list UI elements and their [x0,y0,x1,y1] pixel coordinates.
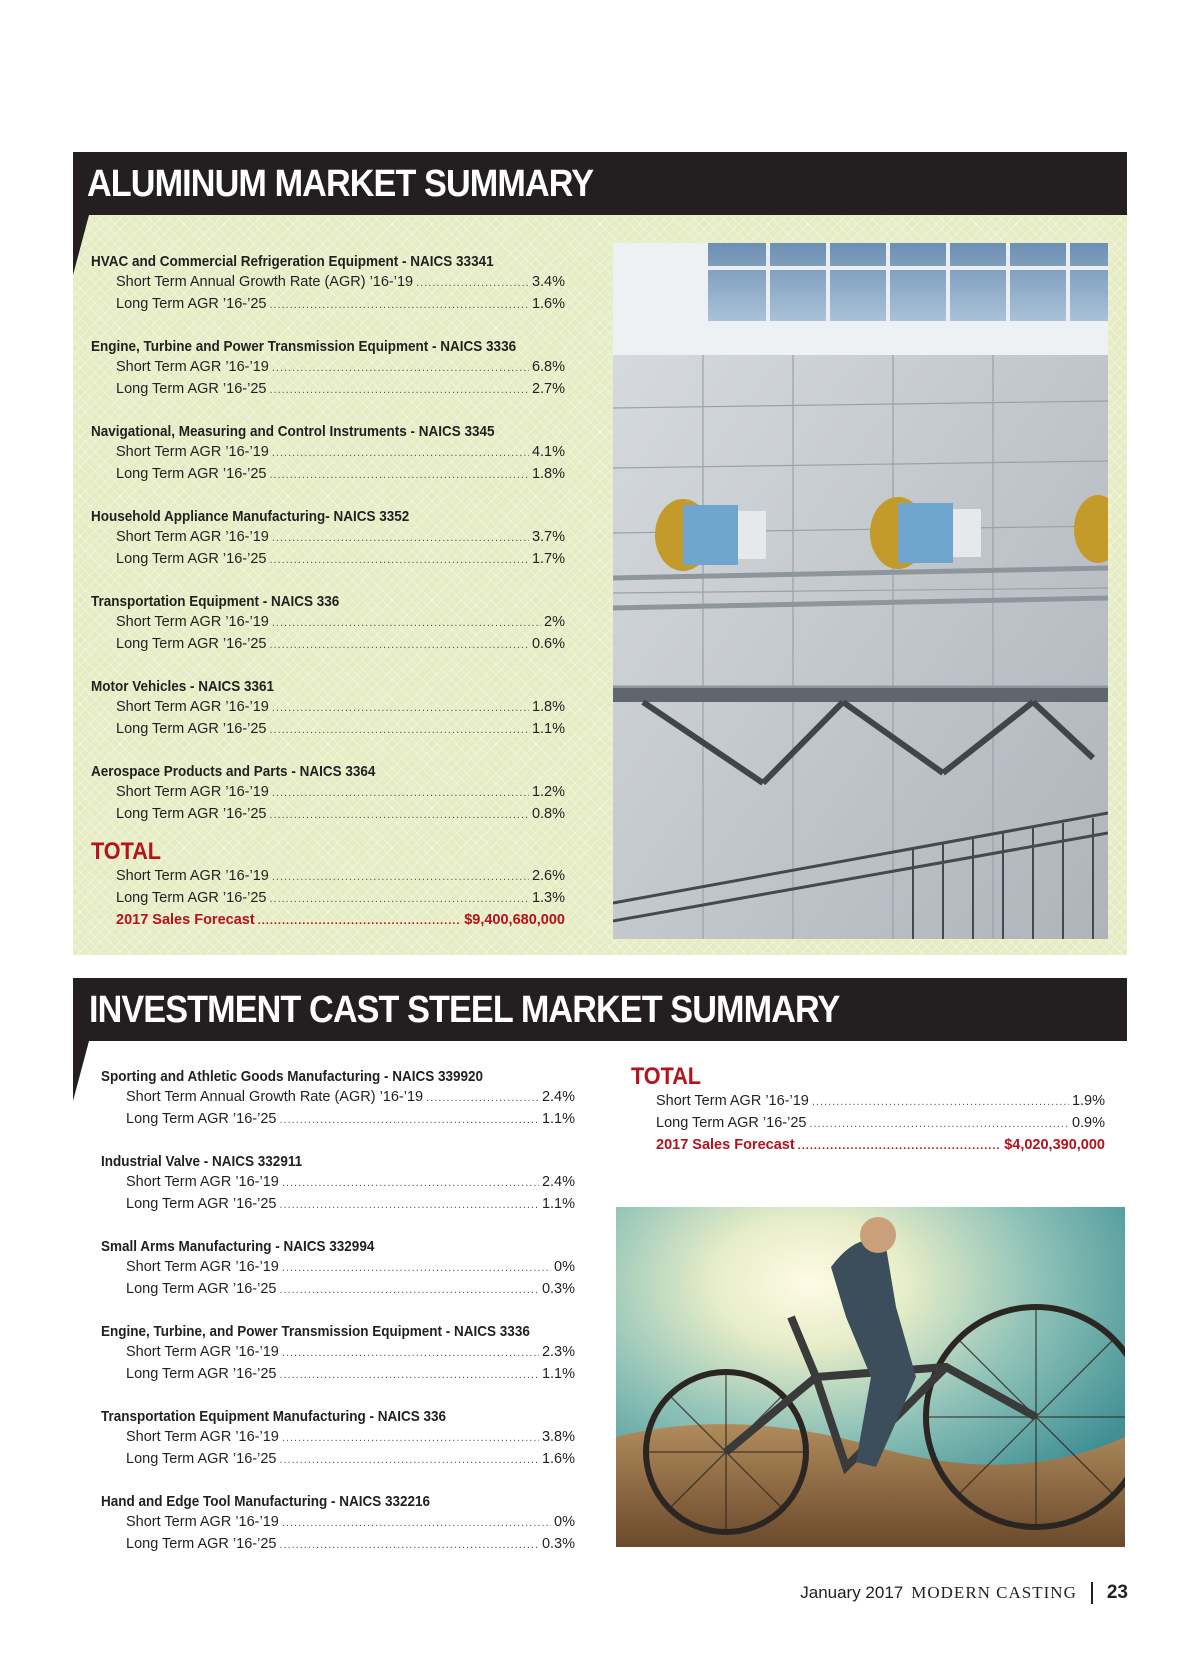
row-label: 2017 Sales Forecast [116,912,255,928]
category-title: Transportation Equipment - NAICS 336 [91,593,340,610]
growth-rate-row [116,612,565,634]
market-category [101,1067,575,1131]
dot-leader [279,1280,538,1301]
row-value: 6.8% [531,359,565,375]
dot-leader [269,635,528,656]
row-label: Short Term Annual Growth Rate (AGR) ’16-’19 [116,274,414,290]
aluminum-section-title: ALUMINUM MARKET SUMMARY [87,163,594,205]
dot-leader [426,1088,539,1109]
growth-rate-row [126,1172,575,1194]
growth-rate-row [116,442,565,464]
dot-leader [269,550,528,571]
row-label: Long Term AGR ’16-’25 [126,1196,277,1212]
row-label: Short Term AGR ’16-’19 [656,1093,809,1109]
growth-rate-row [126,1109,575,1131]
total-heading: TOTAL [91,838,161,865]
growth-rate-row [126,1534,575,1556]
growth-rate-row [126,1342,575,1364]
dot-leader [269,889,528,910]
row-value: 1.8% [531,466,565,482]
row-value: 1.3% [531,890,565,906]
growth-rate-row [656,1113,1105,1135]
row-label: Short Term AGR ’16-’19 [116,359,269,375]
row-value: 1.6% [541,1451,575,1467]
row-value: 1.8% [531,699,565,715]
row-label: Long Term AGR ’16-’25 [656,1115,807,1131]
dot-leader [272,528,529,549]
growth-rate-row [126,1449,575,1471]
row-value: 2.7% [531,381,565,397]
market-category [101,1322,575,1386]
growth-rate-row [116,634,565,656]
row-label: Long Term AGR ’16-’25 [116,636,267,652]
growth-rate-row [116,272,565,294]
growth-rate-row [126,1364,575,1386]
row-value: 2.3% [541,1344,575,1360]
row-value: 2.4% [541,1089,575,1105]
category-title: Transportation Equipment Manufacturing - NAICS 336 [101,1408,447,1425]
aluminum-header-notch [73,215,89,275]
growth-rate-row [116,804,565,826]
row-label: Short Term AGR ’16-’19 [126,1429,279,1445]
dot-leader [272,783,529,804]
row-label: Short Term Annual Growth Rate (AGR) ’16-’19 [126,1089,424,1105]
row-label: Short Term AGR ’16-’19 [116,529,269,545]
row-value: 2.4% [541,1174,575,1190]
growth-rate-row [126,1279,575,1301]
growth-rate-row [126,1512,575,1534]
dot-leader [416,273,529,294]
magazine-name: MODERN CASTING [911,1583,1077,1602]
dot-leader [272,443,529,464]
dot-leader [269,295,528,316]
growth-rate-row [116,782,565,804]
steel-header-notch [73,1041,89,1101]
growth-rate-row [116,697,565,719]
row-label: Short Term AGR ’16-’19 [126,1514,279,1530]
market-category [91,762,565,826]
dot-leader [272,613,541,634]
total-summary [631,1063,1105,1157]
dot-leader [812,1092,1069,1113]
dot-leader [272,698,529,719]
row-label: Long Term AGR ’16-’25 [116,721,267,737]
dot-leader [269,720,528,741]
row-value: 1.1% [531,721,565,737]
growth-rate-row [116,294,565,316]
row-value: $4,020,390,000 [1004,1137,1105,1153]
row-value: 0.9% [1071,1115,1105,1131]
category-title: Industrial Valve - NAICS 332911 [101,1153,303,1170]
category-title: Engine, Turbine and Power Transmission Equipment - NAICS 3336 [91,338,517,355]
row-value: 1.6% [531,296,565,312]
row-label: Short Term AGR ’16-’19 [116,699,269,715]
market-category [101,1492,575,1556]
row-label: Short Term AGR ’16-’19 [126,1259,279,1275]
row-label: Long Term AGR ’16-’25 [116,296,267,312]
dot-leader [282,1513,551,1534]
category-title: Engine, Turbine, and Power Transmission Equipment - NAICS 3336 [101,1323,530,1340]
row-value: $9,400,680,000 [464,912,565,928]
category-title: Hand and Edge Tool Manufacturing - NAICS 332216 [101,1493,431,1510]
dot-leader [282,1343,539,1364]
dot-leader [279,1365,538,1386]
row-label: Long Term AGR ’16-’25 [116,551,267,567]
total-summary [91,838,565,932]
dot-leader [258,911,462,932]
row-label: 2017 Sales Forecast [656,1137,795,1153]
market-category [91,422,565,486]
growth-rate-row [116,866,565,888]
building-ventilation-fans-photo [613,243,1108,939]
category-title: Sporting and Athletic Goods Manufacturing - NAICS 339920 [101,1068,484,1085]
sales-forecast-row [116,910,565,932]
total-heading: TOTAL [631,1063,701,1090]
cyclist-mountain-bike-photo [616,1207,1125,1547]
row-label: Long Term AGR ’16-’25 [116,466,267,482]
row-label: Long Term AGR ’16-’25 [116,806,267,822]
dot-leader [279,1195,538,1216]
market-category [91,677,565,741]
row-value: 1.1% [541,1196,575,1212]
row-value: 0.3% [541,1281,575,1297]
dot-leader [279,1450,538,1471]
growth-rate-row [126,1257,575,1279]
growth-rate-row [116,527,565,549]
growth-rate-row [126,1194,575,1216]
issue-date: January 2017 [800,1583,904,1602]
footer-divider [1091,1582,1093,1604]
row-label: Short Term AGR ’16-’19 [126,1344,279,1360]
growth-rate-row [126,1427,575,1449]
growth-rate-row [116,379,565,401]
row-value: 3.4% [531,274,565,290]
market-category [101,1407,575,1471]
row-label: Long Term AGR ’16-’25 [116,381,267,397]
market-category [91,507,565,571]
row-value: 1.1% [541,1111,575,1127]
row-value: 2.6% [531,868,565,884]
growth-rate-row [116,719,565,741]
market-category [101,1237,575,1301]
dot-leader [282,1173,539,1194]
dot-leader [809,1114,1068,1135]
market-category [91,337,565,401]
row-value: 3.8% [541,1429,575,1445]
row-value: 1.9% [1071,1093,1105,1109]
category-title: Aerospace Products and Parts - NAICS 3364 [91,763,376,780]
dot-leader [282,1428,539,1449]
growth-rate-row [116,357,565,379]
row-value: 0.6% [531,636,565,652]
row-label: Long Term AGR ’16-’25 [126,1451,277,1467]
row-label: Short Term AGR ’16-’19 [116,444,269,460]
category-title: Household Appliance Manufacturing- NAICS 3352 [91,508,410,525]
row-value: 0% [554,1514,575,1530]
dot-leader [272,358,529,379]
dot-leader [798,1136,1002,1157]
row-label: Short Term AGR ’16-’19 [126,1174,279,1190]
row-label: Long Term AGR ’16-’25 [126,1281,277,1297]
aluminum-section-header [73,152,1127,215]
sales-forecast-row [656,1135,1105,1157]
growth-rate-row [116,464,565,486]
category-title: Navigational, Measuring and Control Instruments - NAICS 3345 [91,423,495,440]
row-value: 0.8% [531,806,565,822]
steel-section-title: INVESTMENT CAST STEEL MARKET SUMMARY [89,989,840,1031]
dot-leader [279,1535,538,1556]
row-value: 1.2% [531,784,565,800]
row-label: Long Term AGR ’16-’25 [116,890,267,906]
market-category [91,252,565,316]
dot-leader [269,380,528,401]
page-footer [800,1582,1128,1604]
category-title: Small Arms Manufacturing - NAICS 332994 [101,1238,375,1255]
row-label: Long Term AGR ’16-’25 [126,1536,277,1552]
row-label: Short Term AGR ’16-’19 [116,868,269,884]
row-value: 3.7% [531,529,565,545]
row-value: 1.7% [531,551,565,567]
growth-rate-row [126,1087,575,1109]
row-value: 0% [554,1259,575,1275]
dot-leader [282,1258,551,1279]
growth-rate-row [116,549,565,571]
page-number: 23 [1106,1582,1128,1603]
row-value: 1.1% [541,1366,575,1382]
dot-leader [279,1110,538,1131]
row-label: Short Term AGR ’16-’19 [116,614,269,630]
steel-section-header [73,978,1127,1041]
market-category [91,592,565,656]
row-value: 2% [544,614,565,630]
dot-leader [269,805,528,826]
row-label: Long Term AGR ’16-’25 [126,1366,277,1382]
dot-leader [272,867,529,888]
dot-leader [269,465,528,486]
growth-rate-row [116,888,565,910]
row-label: Short Term AGR ’16-’19 [116,784,269,800]
category-title: Motor Vehicles - NAICS 3361 [91,678,275,695]
row-value: 4.1% [531,444,565,460]
row-label: Long Term AGR ’16-’25 [126,1111,277,1127]
row-value: 0.3% [541,1536,575,1552]
category-title: HVAC and Commercial Refrigeration Equipment - NAICS 33341 [91,253,494,270]
growth-rate-row [656,1091,1105,1113]
market-category [101,1152,575,1216]
